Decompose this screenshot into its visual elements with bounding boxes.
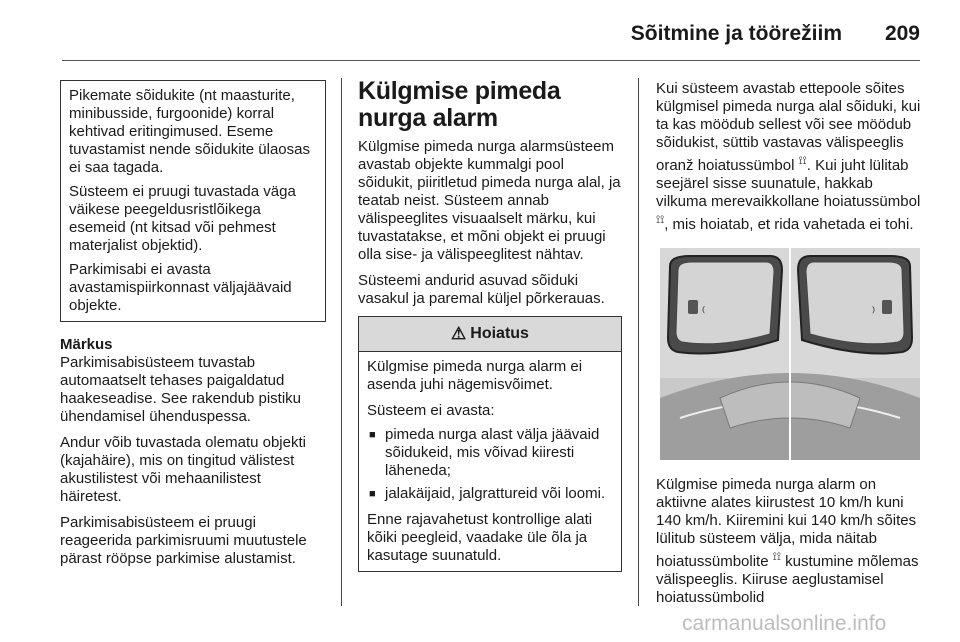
page-header	[0, 0, 960, 62]
note-paragraph: Parkimisabisüsteem ei pruugi reageerida parkimisruumi muutustele pärast rööpse parkimise alustamist.	[60, 514, 307, 567]
warning-list-item: ■ jalakäijaid, jalgrattureid või loomi.	[367, 485, 613, 503]
warning-list-item: ■ pimeda nurga alast välja jäävaid sõidukeid, mis võivad kiiresti läheneda;	[367, 426, 613, 480]
section-heading: Külgmise pimeda nurga alarm	[358, 77, 561, 132]
warning-triangle-icon: ⚠	[451, 324, 467, 343]
middle-column	[358, 78, 622, 572]
right-column	[656, 80, 924, 242]
blind-spot-warning-icon: ⟟⟟	[772, 551, 781, 563]
page-title: Sõitmine ja töörežiim	[630, 22, 842, 45]
note-paragraph: Andur võib tuvastada olematu objekti (kajahäire), mis on tingitud välistest akustilistest või mehaanilistest häiretest.	[60, 434, 306, 505]
warning-title: Hoiatus	[470, 325, 529, 342]
text-run: , mis hoiatab, et rida vahetada ei tohi.	[664, 216, 914, 233]
blind-spot-warning-icon: ⟟⟟	[656, 214, 665, 226]
note-heading: Märkus	[60, 336, 113, 353]
box-paragraph: Pikemate sõidukite (nt maasturite, minibusside, furgoonide) korral kehtivad eritingimused. Eseme tuvastamist nende sõidukite ülaosas ei saa tagada.	[69, 87, 310, 176]
body-paragraph	[656, 80, 924, 234]
left-column	[60, 80, 326, 576]
warning-box	[358, 316, 622, 572]
body-paragraph: Külgmise pimeda nurga alarmsüsteem avastab objekte kummalgi pool sõidukit, piiritletud pimeda nurga alal, ja teatab neist. Süsteem annab välispeeglites visuaalselt märku, kui tuvastatakse, et mõni objekt ei pruugi olla sise- ja välispeeglitest nähtav.	[358, 138, 621, 263]
warning-header	[359, 317, 621, 352]
page-number: 209	[884, 22, 920, 45]
text-run: Külgmise pimeda nurga alarm on aktiivne alates kiirustest 10 km/h kuni 140 km/h. Kiiremini kui 140 km/h sõites lülitub süsteem välja, mida näitab hoiatussümbolite	[656, 476, 917, 570]
note-paragraph: Parkimisabisüsteem tuvastab automaatselt tehases paigaldatud haakeseadise. See rakendub pistiku ühendamisel ühenduspessa.	[60, 354, 301, 425]
text-run: . Kui juht lülitab seejärel sisse suunatule, hakkab vilkuma merevaikkollane hoiatussümbol	[656, 157, 921, 210]
warning-closing: Enne rajavahetust kontrollige alati kõiki peegleid, vaadake üle õla ja kasutage suunatuld.	[367, 511, 593, 564]
text-run: Kui süsteem avastab ettepoole sõites külgmisel pimeda nurga alal sõiduki, kui ta kas möödub sellest või see möödub sõidukist, süttib vastavas välispeeglis oranž hoiatussümbol	[656, 80, 921, 174]
warning-list-intro: Süsteem ei avasta:	[367, 402, 495, 419]
info-box	[60, 80, 326, 322]
text-run: kustumine mõlemas välispeeglis. Kiiruse aeglustamisel hoiatussümbolid	[656, 553, 919, 606]
right-column-lower	[656, 476, 924, 615]
column-divider	[341, 78, 342, 606]
warning-intro: Külgmise pimeda nurga alarm ei asenda juhi nägemisvõimet.	[367, 358, 583, 393]
blind-spot-warning-icon: ⟟⟟	[798, 155, 807, 167]
warning-list	[367, 426, 613, 503]
svg-text:⦅: ⦅	[702, 305, 705, 315]
box-paragraph: Süsteem ei pruugi tuvastada väga väikese peegeldusristlõikega esemeid (nt kitsad või pehmest materjalist objektid).	[69, 183, 296, 254]
body-paragraph: Süsteemi andurid asuvad sõiduki vasakul ja paremal küljel põrkerauas.	[358, 272, 605, 307]
body-paragraph	[656, 476, 924, 607]
warning-body	[359, 352, 621, 571]
header-rule	[62, 60, 920, 61]
svg-text:⦆: ⦆	[872, 305, 875, 315]
side-mirror-illustration	[660, 248, 920, 460]
box-paragraph: Parkimisabi ei avasta avastamispiirkonnast väljajäävaid objekte.	[69, 261, 292, 314]
watermark: carmanualsonline.info	[682, 612, 887, 635]
column-divider	[638, 78, 639, 606]
